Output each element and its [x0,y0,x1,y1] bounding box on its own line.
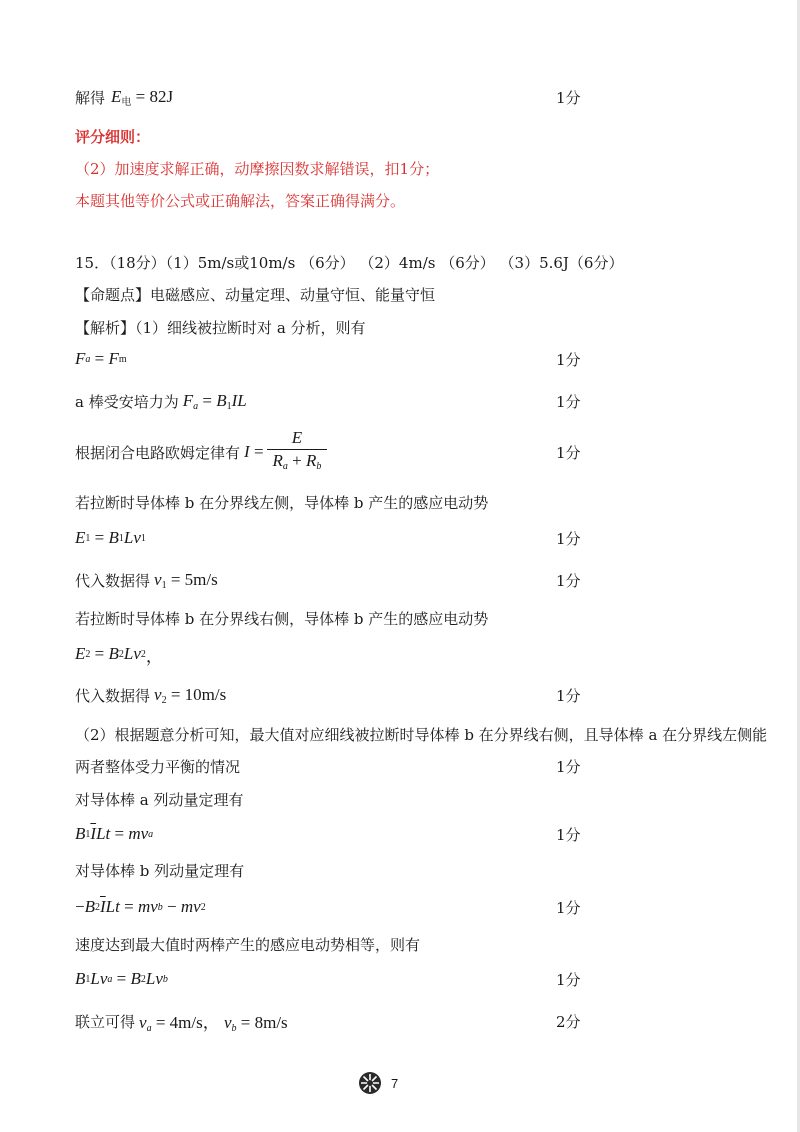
result-e-electric: 解得 $E_电 = 82J$ [75,86,174,108]
score-6: 1分 [556,571,581,590]
part2-analysis: （2）根据题意分析可知，最大值对应细线被拉断时导体棒 b 在分界线右侧，且导体棒 a 在分界线左侧能 [75,725,768,744]
momentum-theorem-a: 对导体棒 a 列动量定理有 [75,790,244,809]
scoring-details-title: 评分细则： [75,127,151,146]
score-9: 1分 [556,825,581,844]
equation-e1: E 1 = B 1 Lv 1 [75,528,146,547]
scoring-note-2: 本题其他等价公式或正确解法，答案正确得满分。 [75,191,406,210]
score-10: 1分 [556,898,581,917]
proposition-points: 【命题点】电磁感应、动量定理、动量守恒、能量守恒 [75,285,436,304]
equation-momentum-b: − B 2 $\overline{I}$ Lt = mv b − mv 2 [75,897,206,916]
analysis-intro: 【解析】（1）细线被拉断时对 a 分析，则有 [75,318,366,337]
equation-e2: E 2 = B 2 Lv 2 ， [75,644,163,666]
equation-emf-equal: B 1 Lv a = B 2 Lv b [75,969,168,988]
page-footer [357,1068,398,1098]
result-va-vb: 联立可得 $v_a = 4m/s$， $v_b = 8m/s$ [75,1012,288,1034]
score-2: 1分 [556,350,581,369]
score-4: 1分 [556,443,581,462]
score-7: 1分 [556,686,581,705]
case-right-text: 若拉断时导体棒 b 在分界线右侧，导体棒 b 产生的感应电动势 [75,609,489,628]
score-12: 2分 [556,1012,581,1031]
case-left-text: 若拉断时导体棒 b 在分界线左侧，导体棒 b 产生的感应电动势 [75,493,489,512]
score-11: 1分 [556,970,581,989]
equation-momentum-a: B 1 $\overline{I}$ Lt = mv a [75,824,154,843]
score-1: 1分 [556,88,581,107]
max-speed-condition: 速度达到最大值时两棒产生的感应电动势相等，则有 [75,935,421,954]
score-8: 1分 [556,757,581,776]
momentum-theorem-b: 对导体棒 b 列动量定理有 [75,861,245,880]
equation-ohm-law: 根据闭合电路欧姆定律有 I = $\frac{E}{R_a + R_b}$ [75,430,330,474]
question-15-header: 15．（18分）（1）5m/s或10m/s （6分） （2）4m/s （6分） （3）5.6J（6分） [75,253,624,272]
equation-fa-fm: F a = F m [75,349,127,368]
equation-ampere-force: a 棒受安培力为 $F_a = B_1IL$ [75,390,247,412]
school-logo-icon [357,1070,383,1096]
result-v2: 代入数据得 $v_2 = 10m/s$ [75,684,227,706]
scoring-note-1: （2）加速度求解正确，动摩擦因数求解错误，扣1分； [75,159,440,178]
result-v1: 代入数据得 $v_1 = 5m/s$ [75,569,218,591]
page-number: 7 [391,1075,399,1091]
score-5: 1分 [556,529,581,548]
score-3: 1分 [556,392,581,411]
balance-condition: 两者整体受力平衡的情况 [75,757,241,776]
